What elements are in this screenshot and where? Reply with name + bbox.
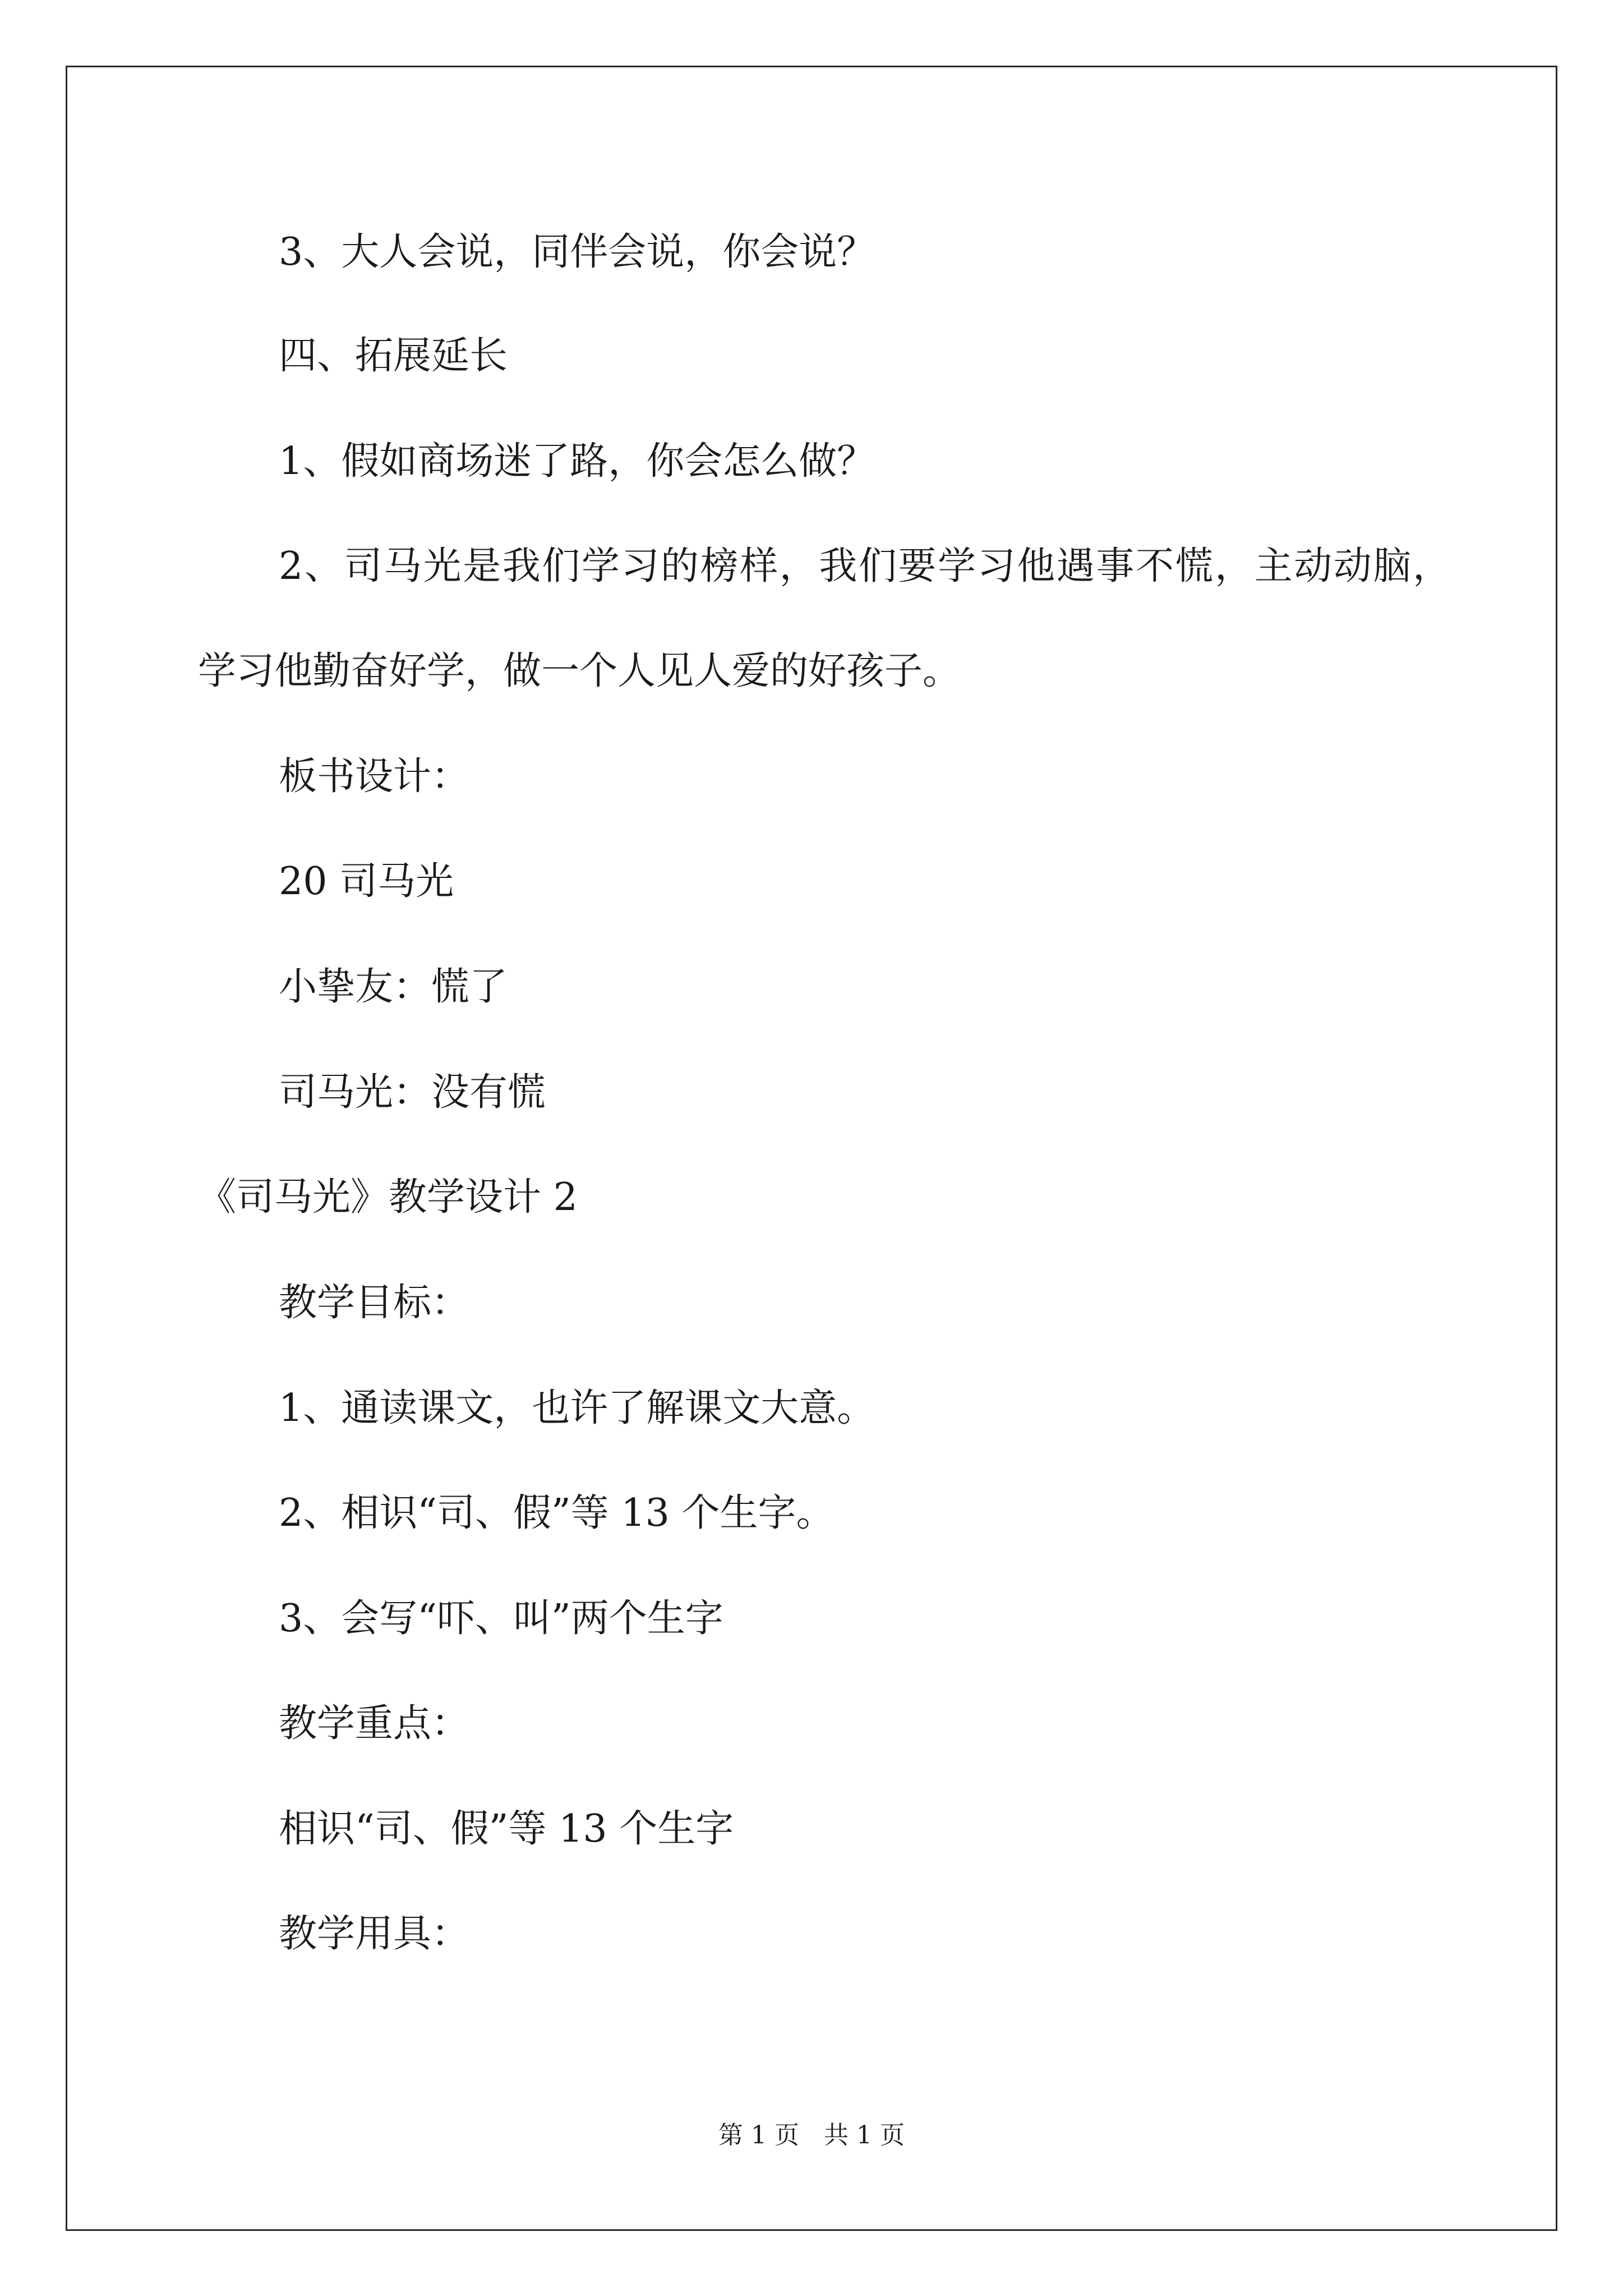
page-border [66, 66, 1557, 2231]
key-point-1: 相识“司、假”等 13 个生字 [279, 1807, 734, 1851]
board-design-heading: 板书设计： [279, 754, 470, 799]
board-design-item-2: 司马光：没有慌 [279, 1070, 546, 1115]
objectives-heading: 教学目标： [279, 1281, 470, 1325]
section-title-design-2: 《司马光》教学设计 2 [198, 1175, 578, 1220]
page-number-footer: 第 1 页 共 1 页 [718, 2121, 905, 2150]
body-line-3: 1、假如商场迷了路，你会怎么做？ [279, 439, 875, 484]
section-heading-extension: 四、拓展延长 [279, 334, 508, 378]
objective-3: 3、会写“吓、叫”两个生字 [279, 1596, 723, 1641]
body-line-1: 3、大人会说，同伴会说，你会说？ [279, 230, 875, 274]
objective-2: 2、相识“司、假”等 13 个生字。 [279, 1491, 834, 1535]
board-design-title: 20 司马光 [279, 859, 454, 904]
board-design-item-1: 小挚友：慌了 [279, 965, 508, 1009]
key-points-heading: 教学重点： [279, 1701, 470, 1746]
body-line-5: 学习他勤奋好学，做一个人见人爱的好孩子。 [198, 649, 961, 693]
objective-1: 1、通读课文，也许了解课文大意。 [279, 1386, 875, 1430]
body-line-4: 2、司马光是我们学习的榜样，我们要学习他遇事不慌，主动动脑， [279, 544, 1451, 588]
teaching-tools-heading: 教学用具： [279, 1912, 470, 1956]
